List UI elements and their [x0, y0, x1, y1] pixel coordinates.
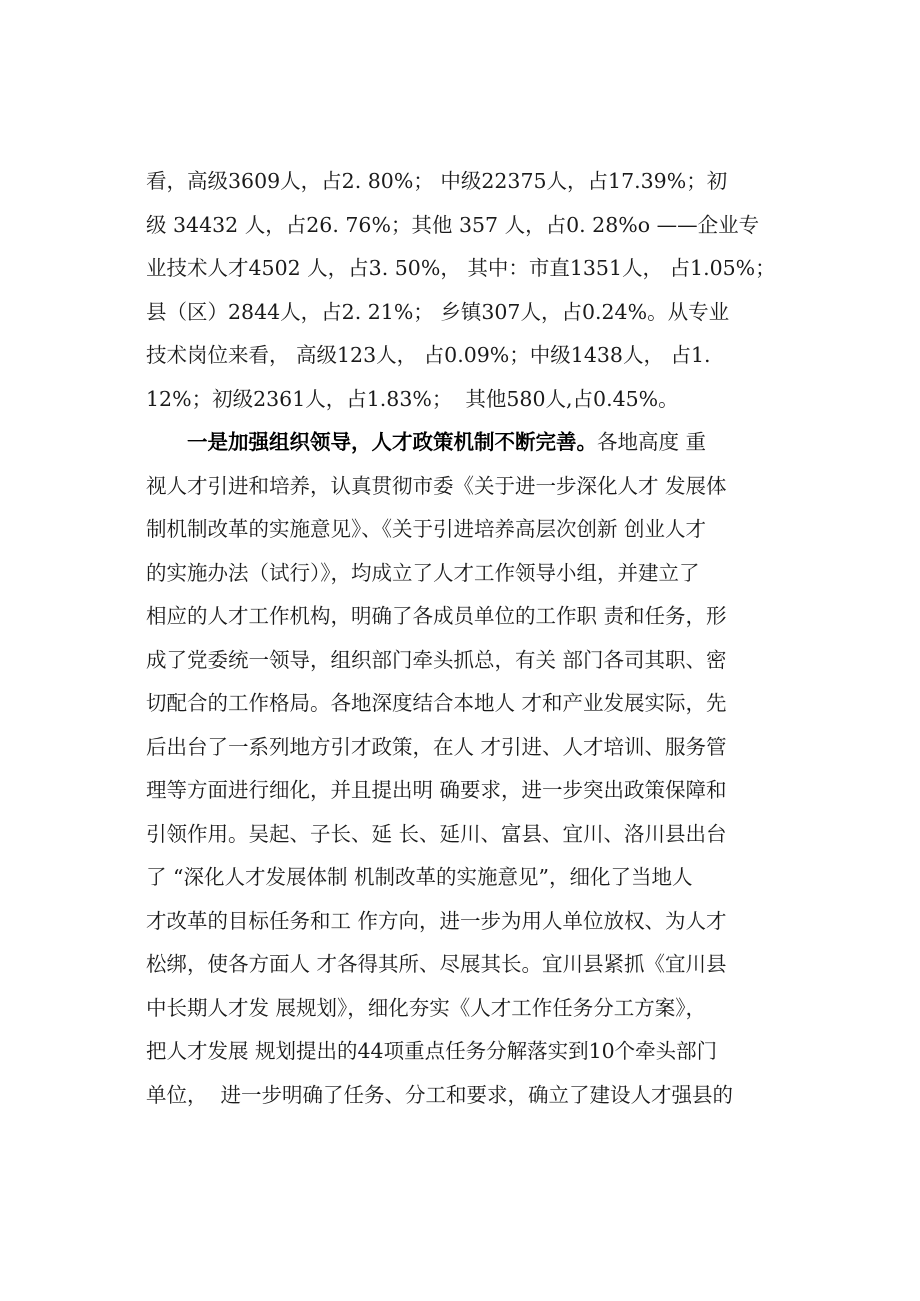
text-line: 相应的人才工作机构，明确了各成员单位的工作职 责和任务，形	[146, 604, 727, 628]
text-line: 单位， 进一步明确了任务、分工和要求，确立了建设人才强县的	[146, 1082, 734, 1107]
text-line: 技术岗位来看， 高级123人， 占0.09%；中级1438人， 占1.	[146, 343, 711, 367]
text-line: 业技术人才4502 人，占3. 50%， 其中：市直1351人， 占1.05%；	[146, 256, 776, 280]
text-line: 引领作用。吴起、子长、延 长、延川、富县、宜川、洛川县出台	[146, 821, 727, 846]
policy-paragraph	[146, 421, 806, 1117]
text-line: 才改革的目标任务和工 作方向，进一步为用人单位放权、为人才	[146, 908, 727, 933]
text-line: 看，高级3609人，占2. 80%； 中级22375人，占17.39%；初	[146, 169, 728, 193]
text-line: 的实施办法（试行）》，均成立了人才工作领导小组，并建立了	[146, 560, 700, 585]
text-line: 理等方面进行细化，并且提出明 确要求，进一步突出政策保障和	[146, 778, 727, 802]
paragraph-lead-heading: 一是加强组织领导，人才政策机制不断完善。	[187, 430, 597, 454]
text-line: 成了党委统一领导，组织部门牵头抓总，有关 部门各司其职、密	[146, 647, 727, 672]
paragraph-first-line	[146, 421, 806, 465]
text-line: 县（区）2844人，占2. 21%； 乡镇307人，占0.24%。从专业	[146, 299, 730, 324]
text-line: 后出台了一系列地方引才政策，在人 才引进、人才培训、服务管	[146, 734, 727, 759]
text-line: 中长期人才发 展规划》，细化夯实《人才工作任务分工方案》，	[146, 995, 707, 1020]
text-line: 了 “深化人才发展体制 机制改革的实施意见”，细化了当地人	[146, 865, 693, 889]
first-line-rest: 各地高度 重	[597, 430, 707, 454]
text-line: 12%；初级2361人，占1.83%； 其他580人,占0.45%。	[146, 386, 679, 411]
statistics-paragraph	[146, 160, 806, 421]
text-line: 把人才发展 规划提出的44项重点任务分解落实到10个牵头部门	[146, 1039, 718, 1063]
text-line: 制机制改革的实施意见》、《关于引进培养高层次创新 创业人才	[146, 517, 707, 541]
text-line: 级 34432 人，占26. 76%；其他 357 人，占0. 28%o ——企业专	[146, 212, 760, 237]
text-line: 松绑，使各方面人 才各得其所、尽展其长。宜川县紧抓《宜川县	[146, 952, 727, 976]
text-line: 切配合的工作格局。各地深度结合本地人 才和产业发展实际，先	[146, 691, 727, 715]
text-line: 视人才引进和培养，认真贯彻市委《关于进一步深化人才 发展体	[146, 473, 727, 498]
